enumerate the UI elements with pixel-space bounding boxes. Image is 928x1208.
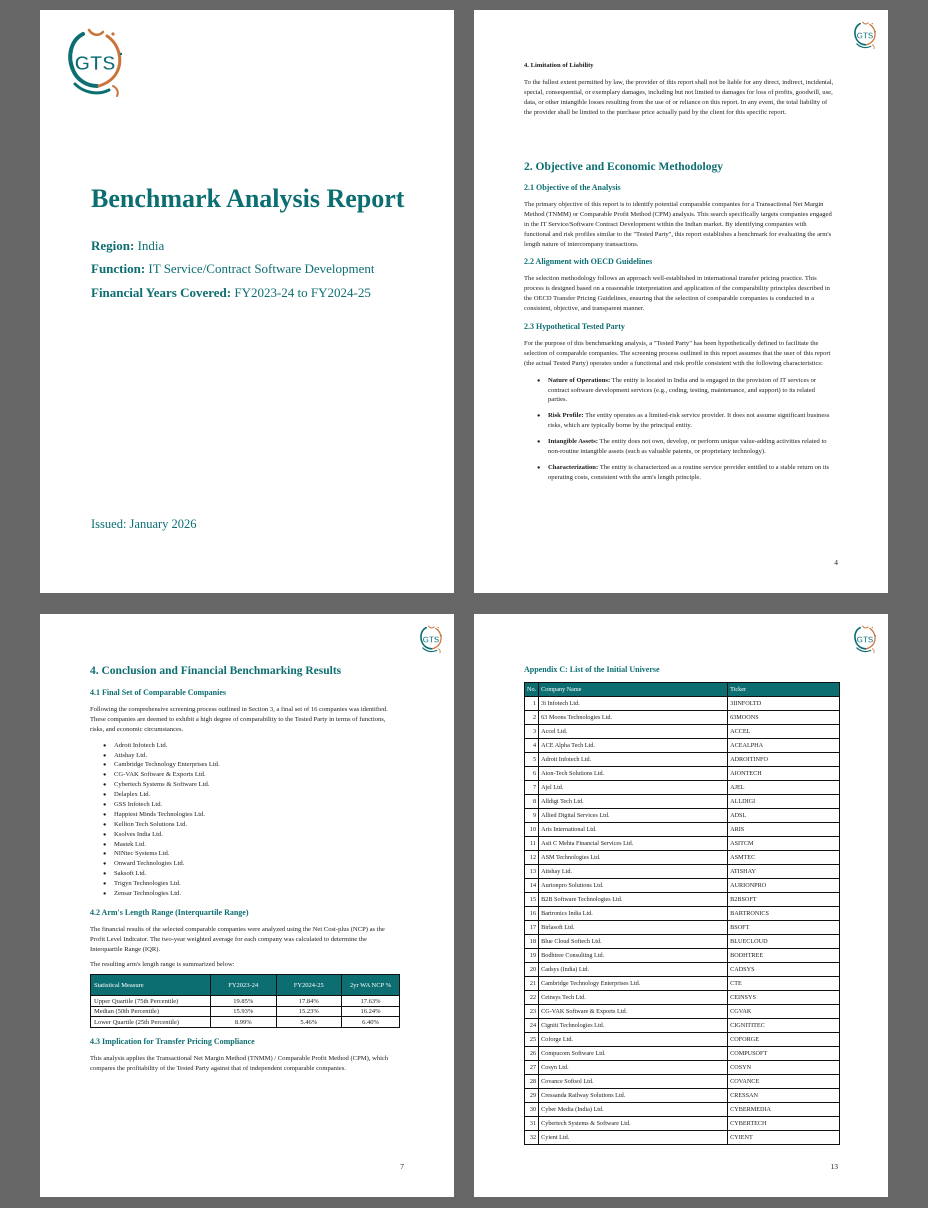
table-cell: AJEL [728,781,840,795]
table-header-cell: FY2023-24 [211,975,277,996]
table-cell: Bartronics India Ltd. [539,907,728,921]
subsection-title: 2.3 Hypothetical Tested Party [524,322,625,332]
table-cell: 22 [525,991,539,1005]
table-cell: B2BSOFT [728,893,840,907]
table-row [525,1033,840,1047]
table-row [525,823,840,837]
table-cell: 29 [525,1089,539,1103]
table-row [525,809,840,823]
table-cell: CRESSAN [728,1089,840,1103]
table-cell: CEINSYS [728,991,840,1005]
paragraph: The financial results of the selected comparable companies were analyzed using the Net Cost-plus (NCP) as the Profit Level Indicator. The two-year weighted average for each company was calculated to determine the Interquartile Range (IQR). [90,925,385,953]
table-row [525,1117,840,1131]
table-cell: 63MOONS [728,711,840,725]
table-cell: COSYN [728,1061,840,1075]
table-cell: Cambridge Technology Enterprises Ltd. [539,977,728,991]
tested-party-bullet [524,437,834,457]
table-cell: 9 [525,809,539,823]
table-cell: CADSYS [728,963,840,977]
bullet-text: The entity operates as a limited-risk service provider. It does not assume significant business risks, which are typically borne by the principal entity. [548,412,830,430]
table-cell: Cadsys (India) Ltd. [539,963,728,977]
paragraph: This analysis applies the Transactional Net Margin Method (TNMM) / Comparable Profit Method (CPM), which compares the profitability of the Tested Party against that of independent comparable companies. [90,1054,389,1072]
table-cell: Blue Cloud Softech Ltd. [539,935,728,949]
table-cell: CYIENT [728,1131,840,1145]
table-cell: 31 [525,1117,539,1131]
table-cell: 15.23% [276,1006,342,1017]
table-cell: COMPUSOFT [728,1047,840,1061]
subsection-title: 4.2 Arm's Length Range (Interquartile Range) [90,907,249,917]
company-item: ● CG-VAK Software & Exports Ltd. [90,770,400,780]
table-cell: Asit C Mehta Financial Services Ltd. [539,837,728,851]
company-item: ● Adroit Infotech Ltd. [90,741,400,751]
table-cell: 7 [525,781,539,795]
table-cell: BSOFT [728,921,840,935]
table-cell: 10 [525,823,539,837]
bullet-label: Nature of Operations: [548,376,611,384]
table-header-cell: Company Name [539,683,728,697]
bullet-text: The entity is characterized as a routine service provider entitled to a stable return on its operating costs, consistent with the arm's length principle. [548,463,830,481]
table-cell: 17.84% [276,996,342,1007]
conclusion-block [90,665,400,1074]
table-cell: Median (50th Percentile) [91,1006,211,1017]
table-row [91,1006,400,1017]
table-cell: 3IINFOLTD [728,697,840,711]
table-header-cell: Statistical Measure [91,975,211,996]
table-cell: ATISHAY [728,865,840,879]
table-cell: Ceinsys Tech Ltd. [539,991,728,1005]
table-row [525,1061,840,1075]
table-row [525,725,840,739]
table-row [525,879,840,893]
table-cell: 5.46% [276,1017,342,1028]
table-row [525,935,840,949]
table-row [525,1019,840,1033]
paragraph: Following the comprehensive screening process outlined in Section 3, a final set of 16 companies was identified. These companies are deemed to exhibit a high degree of comparability to the Tested Party in terms of functions, risks, and economic circumstances. [90,706,388,733]
table-cell: 27 [525,1061,539,1075]
company-item: ● Delaplex Ltd. [90,790,400,800]
table-cell: 20 [525,963,539,977]
table-cell: 4 [525,739,539,753]
table-cell: Birlasoft Ltd. [539,921,728,935]
table-row [525,1005,840,1019]
table-cell: Cigniti Technologies Ltd. [539,1019,728,1033]
bullet-text: The entity is located in India and is engaged in the provision of IT services or contract software development services (e.g., coding, testing, maintenance, and support) to its related parties. [548,376,817,404]
table-row [91,996,400,1007]
table-cell: Bodhtree Consulting Ltd. [539,949,728,963]
cover-issued: Issued: January 2026 [91,517,197,531]
table-row [525,837,840,851]
table-row [525,711,840,725]
table-cell: 6.40% [342,1017,400,1028]
table-cell: Covance Softsol Ltd. [539,1075,728,1089]
table-cell: 11 [525,837,539,851]
table-cell: ASM Technologies Ltd. [539,851,728,865]
table-cell: 30 [525,1103,539,1117]
table-row [525,697,840,711]
table-cell: Aion-Tech Solutions Ltd. [539,767,728,781]
company-item: ● Saksoft Ltd. [90,869,400,879]
table-row [525,1103,840,1117]
table-header-cell: 2yr WA NCP % [342,975,400,996]
table-cell: Adroit Infotech Ltd. [539,753,728,767]
company-item: ● Atishay Ltd. [90,751,400,761]
table-cell: CGVAK [728,1005,840,1019]
table-cell: ALLDIGI [728,795,840,809]
liability-text: To the fullest extent permitted by law, the provider of this report shall not be liable for any direct, indirect, incidental, special, consequential, or exemplary damages, including but not limited to damages for loss of profits, goodwill, use, data, or other intangible losses resulting from the use of or reliance on this report. In any event, the total liability of the provider shall be limited to the purchase price actually paid by the client for this specific report. [524,78,834,116]
table-cell: ADSL [728,809,840,823]
table-cell: Coforge Ltd. [539,1033,728,1047]
table-cell: 17 [525,921,539,935]
table-cell: 16 [525,907,539,921]
table-cell: ARIS [728,823,840,837]
company-item: ● Onward Technologies Ltd. [90,859,400,869]
table-cell: BODHTREE [728,949,840,963]
table-cell: ACCEL [728,725,840,739]
table-cell: 15.93% [211,1006,277,1017]
liability-heading: 4. Limitation of Liability [524,62,594,69]
table-cell: 3i Infotech Ltd. [539,697,728,711]
company-item: ● Kellton Tech Solutions Ltd. [90,820,400,830]
table-cell: 8 [525,795,539,809]
table-row [525,767,840,781]
methodology-block [524,161,834,483]
cover-region: Region: India [91,238,165,253]
table-cell: ASMTEC [728,851,840,865]
paragraph: The resulting arm's length range is summarized below: [90,960,235,968]
company-item: ● Cambridge Technology Enterprises Ltd. [90,760,400,770]
subsection-title: 4.1 Final Set of Comparable Companies [90,688,226,697]
table-row [525,1131,840,1145]
table-cell: Aris International Ltd. [539,823,728,837]
page-number: 7 [400,1162,404,1171]
table-cell: 8.99% [211,1017,277,1028]
table-cell: 16.24% [342,1006,400,1017]
table-cell: ACEALPHA [728,739,840,753]
bullet-label: Intangible Assets: [548,438,599,446]
table-cell: ADROITINFO [728,753,840,767]
subsection-title: 2.1 Objective of the Analysis [524,183,621,192]
table-row [525,977,840,991]
appendix-block [524,665,840,1145]
table-cell: ACE Alpha Tech Ltd. [539,739,728,753]
paragraph: For the purpose of this benchmarking analysis, a "Tested Party" has been hypothetically defined to facilitate the selection of comparable companies. The screening process outlined in this report assumes that the user of this report (the actual Tested Party) operates under a functional and risk profile consistent with the following characteristics: [524,340,831,367]
tested-party-bullet [524,411,834,431]
table-cell: Cosyn Ltd. [539,1061,728,1075]
page-13 [474,614,888,1197]
table-cell: 25 [525,1033,539,1047]
bullet-label: Characterization: [548,463,599,471]
table-cell: AURIONPRO [728,879,840,893]
tested-party-bullet [524,463,834,483]
table-cell: 24 [525,1019,539,1033]
company-item: ● Ksolves India Ltd. [90,830,400,840]
table-header-cell: FY2024-25 [276,975,342,996]
table-row [525,949,840,963]
table-cell: 5 [525,753,539,767]
table-row [525,1089,840,1103]
table-row [525,753,840,767]
table-cell: Accel Ltd. [539,725,728,739]
table-row [525,991,840,1005]
bullet-label: Risk Profile: [548,412,584,420]
section-title: 2. Objective and Economic Methodology [524,161,723,173]
table-cell: Upper Quartile (75th Percentile) [91,996,211,1007]
cover-function: Function: IT Service/Contract Software Development [91,261,375,276]
table-cell: Ajel Ltd. [539,781,728,795]
gts-logo-icon [852,624,878,654]
paragraph: The selection methodology follows an approach well-established in international transfer pricing practice. This process is designed based on a reasonable interpretation and application of the comparability principles described in the OECD Transfer Pricing Guidelines, ensuring that the selection of comparable companies is conducted in a consistent, objective, and transparent manner. [524,275,830,313]
table-cell: Alldigi Tech Ltd. [539,795,728,809]
page-cover [40,10,454,593]
table-cell: ASITCM [728,837,840,851]
section-title: 4. Conclusion and Financial Benchmarking Results [90,665,342,677]
table-cell: 14 [525,879,539,893]
table-cell: Allied Digital Services Ltd. [539,809,728,823]
table-cell: 28 [525,1075,539,1089]
company-item: ● GSS Infotech Ltd. [90,800,400,810]
table-cell: 63 Moons Technologies Ltd. [539,711,728,725]
table-row [525,1075,840,1089]
table-cell: BLUECLOUD [728,935,840,949]
table-row [525,893,840,907]
table-cell: CTE [728,977,840,991]
table-header-cell: Ticker [728,683,840,697]
table-row [525,907,840,921]
cover-title: Benchmark Analysis Report [91,184,405,213]
table-cell: Aurionpro Solutions Ltd. [539,879,728,893]
table-cell: 26 [525,1047,539,1061]
table-cell: COVANCE [728,1075,840,1089]
table-row [525,795,840,809]
table-cell: 23 [525,1005,539,1019]
table-cell: Compucom Software Ltd. [539,1047,728,1061]
table-cell: CG-VAK Software & Exports Ltd. [539,1005,728,1019]
universe-table [524,682,840,1145]
company-item: ● NINtec Systems Ltd. [90,849,400,859]
table-row [91,1017,400,1028]
table-cell: CIGNITITEC [728,1019,840,1033]
table-cell: 18 [525,935,539,949]
table-cell: Cressanda Railway Solutions Ltd. [539,1089,728,1103]
tested-party-list [524,376,834,483]
table-cell: 6 [525,767,539,781]
page-number: 13 [830,1162,838,1171]
table-row [525,921,840,935]
subsection-title: 4.3 Implication for Transfer Pricing Compliance [90,1036,255,1046]
table-cell: 19 [525,949,539,963]
table-cell: CYBERMEDIA [728,1103,840,1117]
table-row [525,739,840,753]
bullet-text: The entity does not own, develop, or perform unique value-adding activities related to non-routine intangible assets (such as valuable patents, or proprietary technology). [548,438,827,456]
table-cell: CYBERTECH [728,1117,840,1131]
table-cell: 1 [525,697,539,711]
table-cell: 2 [525,711,539,725]
table-cell: 32 [525,1131,539,1145]
table-header-cell: No. [525,683,539,697]
paragraph: The primary objective of this report is to identify potential comparable companies for a Transactional Net Margin Method (TNMM) or Comparable Profit Method (CPM) analysis. This search specifically targets companies engaged in the IT Service/Software Contract Development within the Indian market. By identifying companies with functional and risk profiles similar to the "Tested Party", this report establishes a benchmark for evaluating the arm's length nature of intercompany transactions. [524,201,832,248]
table-row [525,865,840,879]
company-item: ● Cybertech Systems & Software Ltd. [90,780,400,790]
appendix-title: Appendix C: List of the Initial Universe [524,665,660,674]
gts-logo-icon [418,624,444,654]
table-cell: 17.63% [342,996,400,1007]
table-cell: B2B Software Technologies Ltd. [539,893,728,907]
subsection-title: 2.2 Alignment with OECD Guidelines [524,257,653,267]
table-cell: COFORGE [728,1033,840,1047]
iqr-table [90,974,400,1028]
company-item: ● Happiest Minds Technologies Ltd. [90,810,400,820]
table-cell: 15 [525,893,539,907]
table-row [525,963,840,977]
gts-logo-icon [63,26,127,98]
table-cell: 21 [525,977,539,991]
tested-party-bullet [524,376,834,406]
page-4 [474,10,888,593]
table-cell: 3 [525,725,539,739]
liability-block [524,61,834,117]
page-7 [40,614,454,1197]
table-row [525,851,840,865]
cover-years: Financial Years Covered: FY2023-24 to FY2024-25 [91,285,371,300]
table-row [525,1047,840,1061]
table-cell: 12 [525,851,539,865]
table-row [525,781,840,795]
company-item: ● Mastek Ltd. [90,840,400,850]
company-item: ● Trigyn Technologies Ltd. [90,879,400,889]
table-cell: 19.85% [211,996,277,1007]
page-number: 4 [834,558,838,567]
gts-logo-icon [852,20,878,50]
table-cell: Cyber Media (India) Ltd. [539,1103,728,1117]
table-cell: AIONTECH [728,767,840,781]
comparable-company-list [90,741,400,899]
table-cell: 13 [525,865,539,879]
table-cell: Atishay Ltd. [539,865,728,879]
table-cell: BARTRONICS [728,907,840,921]
table-cell: Cyient Ltd. [539,1131,728,1145]
table-cell: Cybertech Systems & Software Ltd. [539,1117,728,1131]
company-item: ● Zensar Technologies Ltd. [90,889,400,899]
table-cell: Lower Quartile (25th Percentile) [91,1017,211,1028]
